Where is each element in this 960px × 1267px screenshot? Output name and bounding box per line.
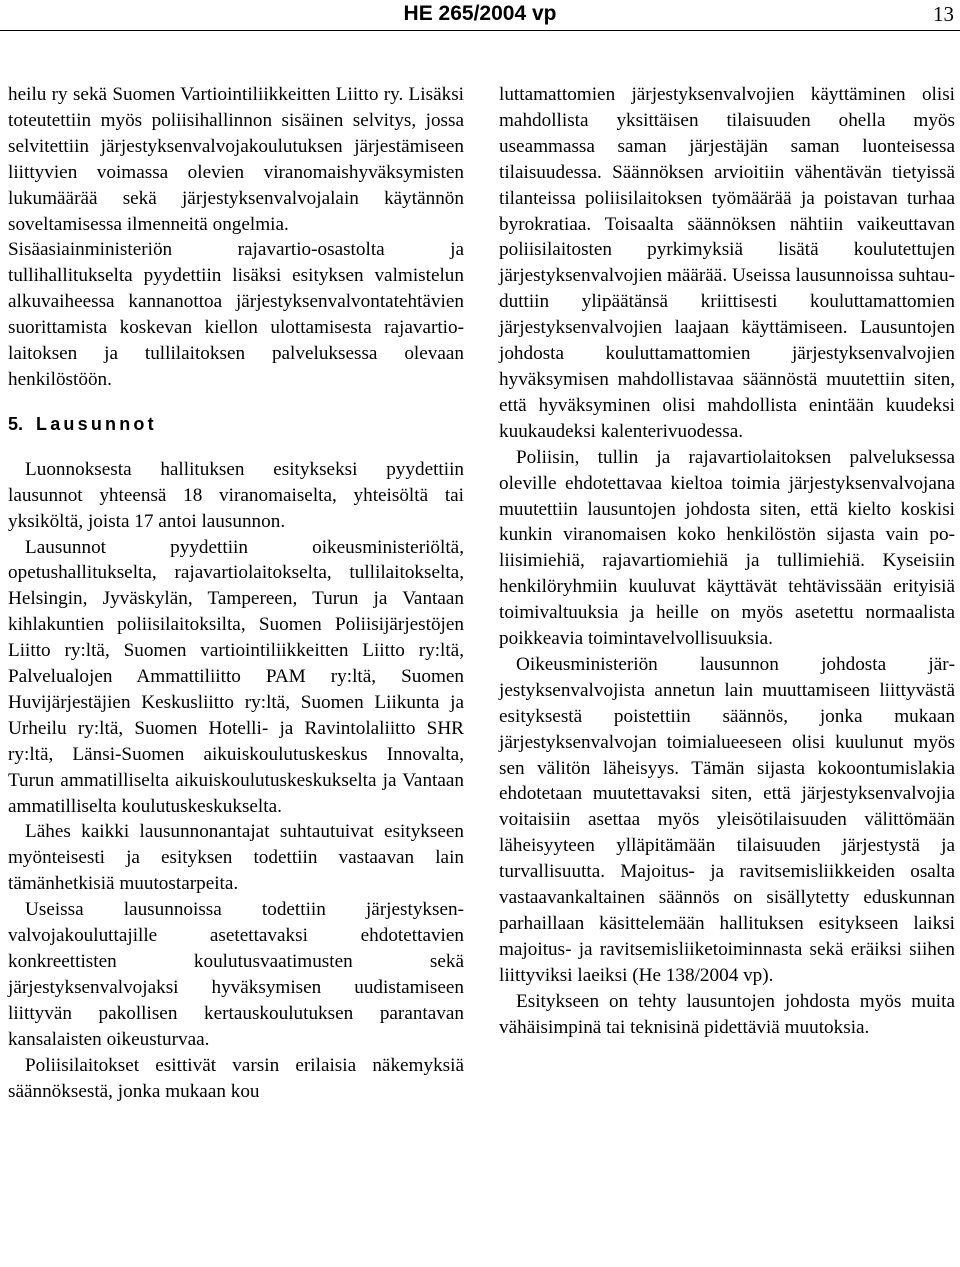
section-number: 5. xyxy=(8,413,24,434)
left-column xyxy=(8,82,464,1104)
paragraph-statements-list: Lausunnot pyydettiin oikeusministeriöltä, opetushallitukselta, rajavartiolaitokselta, tullilaitokselta, Helsingin, Jyväskylän, Tampereen, Turun ja Vantaan kihlakuntien poliisilaitoksilta, Suomen Poliisijärjestöjen Liitto ry:ltä, Suomen vartiointiliikkeitten Liitto ry:ltä, Palvelualojen Ammattiliitto PAM ry:ltä, Suomen Huvijärjestäjien Keskusliitto ry:ltä, Suomen Liikunta ja Urheilu ry:ltä, Suomen Hotelli- ja Ravintolaliitto SHR ry:ltä, Länsi-Suomen aikuiskoulutuskeskus Innovalta, Turun ammatilliselta aikuiskoulutuskeskukselta ja Vantaan ammatilliselta koulutuskeskukselta. xyxy=(8,536,464,817)
right-column xyxy=(499,82,955,1041)
paragraph-training-requirements: Useissa lausunnoissa todettiin järjestyksenvalvojakouluttajille asetettavaksi ehdotettavien konkreettisten koulutusvaatimusten sekä järjestyksenvalvojaksi hyväksymisen uudistamiseen liittyvän pakollisen kertauskoulutuksen parantavan kansalaisten oikeusturvaa. xyxy=(8,899,464,1050)
section-title: Lausunnot xyxy=(36,413,157,434)
paragraph-positive-reception: Lähes kaikki lausunnonantajat suhtautuivat esitykseen myönteisesti ja esityksen todettiin vastaavan lain tämänhetkisiä muutostarpeita. xyxy=(8,821,464,895)
paragraph-ministry-consultation: Sisäasiainministeriön rajavartio-osastolta ja tullihallitukselta pyydettiin lisäksi esityksen valmistelun alkuvaiheessa kannanottoa järjestyksenvalvontatehtävien suorittamista koskevan kiellon ulottamisesta rajavartiolaitoksen ja tullilaitoksen palveluksessa olevaan henkilöstöön. xyxy=(8,239,464,390)
paragraph-untrained-guards: luttamattomien järjestyksenvalvojien käyttäminen olisi mahdollista yksittäisen tilaisuuden ohella myös useammassa saman järjestäjän saman luonteisessa tilaisuudessa. Säännöksen arvioitiin vähentävän tietyissä tilanteissa poliisilaitoksen työmäärää ja poistavan turhaa byrokratiaa. Toisaalta säännöksen nähtiin vaikeuttavan poliisilaitosten pyrkimyksiä lisätä koulutettujen järjestyksenvalvojien määrää. Useissa lausunnoissa suhtauduttiin ylipäätänsä kriittisesti kouluttamattomien järjestyksenvalvojien laajaan käyttämiseen. Lausuntojen johdosta kouluttamattomien järjestyksenvalvojien hyväksymisen mahdollistavaa säännöstä muutettiin siten, että hyväksyminen olisi mahdollista enintään kuudeksi kuukaudeksi kalenterivuodessa. xyxy=(499,84,955,442)
paragraph-ministry-of-justice: Oikeusministeriön lausunnon johdosta järjestyksenvalvojista annetun lain muuttamiseen liittyvästä esityksestä poistettiin säännös, jonka mukaan järjestyksenvalvojan toimialueeseen olisi kuulunut myös sen välitön läheisyys. Tämän sijasta kokoontumislakia ehdotetaan muutettavaksi siten, että järjestyksenvalvojia voitaisiin asettaa myös yleisötilaisuuden välittömään läheisyyteen ylläpitämään tilaisuuden järjestystä ja turvallisuutta. Majoitus- ja ravitsemisliikkeiden osalta vastaavankaltainen säännös on sisällytetty eduskunnan parhaillaan käsittelemään hallituksen esitykseen laiksi majoitus- ja ravitsemisliiketoiminnasta sekä eräiksi siihen liittyviksi laeiksi (He 138/2004 vp). xyxy=(499,653,955,986)
section-heading xyxy=(8,412,464,438)
paragraph-minor-changes: Esitykseen on tehty lausuntojen johdosta myös muita vähäisimpinä tai teknisinä pidettäviä muutoksia. xyxy=(499,990,955,1038)
document-id: HE 265/2004 vp xyxy=(403,2,557,25)
header-rule xyxy=(0,30,960,31)
page-header xyxy=(0,0,960,30)
paragraph-service-ban: Poliisin, tullin ja rajavartiolaitoksen palveluksessa oleville ehdotettavaa kieltoa toimia järjestyksenvalvojana muutettiin lausuntojen johdosta siten, että kielto koskisi kunkin viranomaisen koko henkilöstön sijasta vain poliisimiehiä, rajavartiomiehiä ja tullimiehiä. Kyseisiin henkilöryhmiin kuuluvat käyttävät tehtävissään erityisiä toimivaltuuksia ja heille on myös asetettu normaalista poikkeavia toimintavelvollisuuksia. xyxy=(499,446,955,650)
paragraph-continuation: heilu ry sekä Suomen Vartiointiliikkeitten Liitto ry. Lisäksi toteutettiin myös poliisihallinnon sisäinen selvitys, jossa selvitettiin järjestyksenvalvojakoulutuksen järjestämiseen liittyvien voimassa olevien viranomaishyväksymisten lukumäärää sekä järjestyksenvalvojalain käytännön soveltamisessa ilmenneitä ongelmia. xyxy=(8,84,464,235)
paragraph-statements-count: Luonnoksesta hallituksen esitykseksi pyydettiin lausunnot yhteensä 18 viranomaiselta, yhteisöltä tai yksiköltä, joista 17 antoi lausunnon. xyxy=(8,458,464,532)
paragraph-police-views: Poliisilaitokset esittivät varsin erilaisia näkemyksiä säännöksestä, jonka mukaan kou xyxy=(8,1054,464,1102)
page-number: 13 xyxy=(933,2,954,26)
